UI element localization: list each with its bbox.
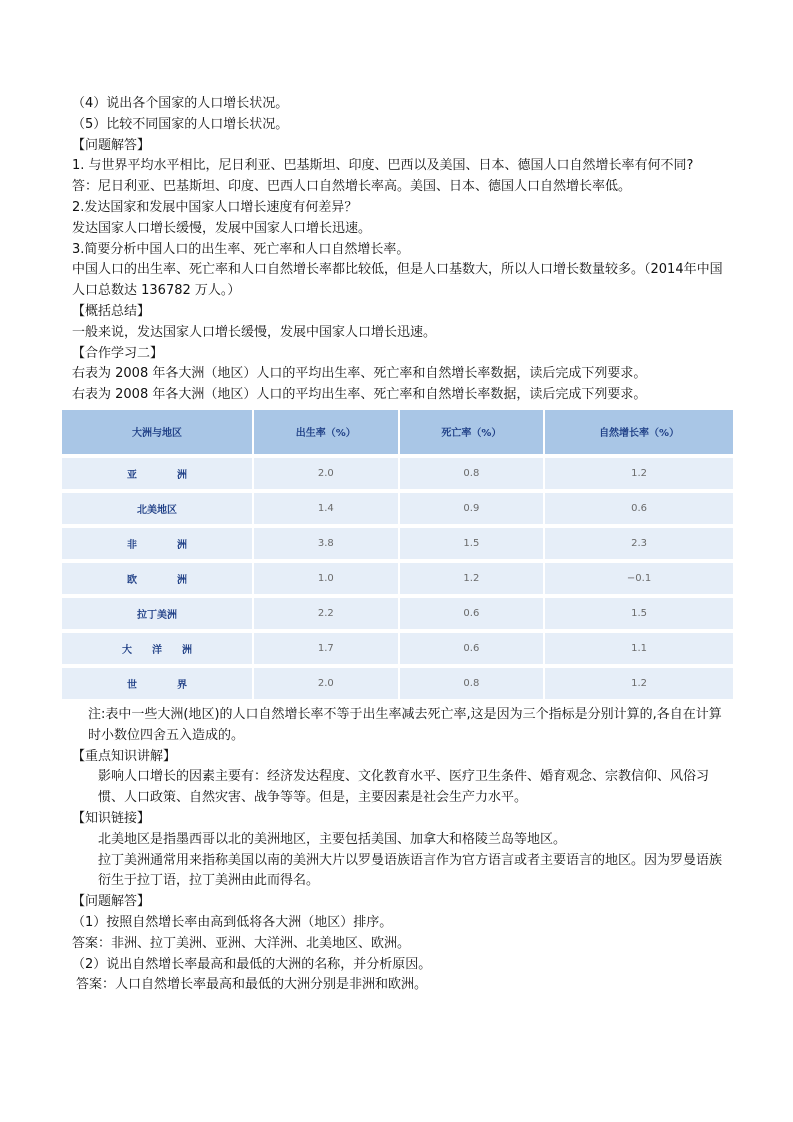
key-knowledge-paragraph: 影响人口增长的因素主要有：经济发达程度、文化教育水平、医疗卫生条件、婚育观念、宗教信仰、风俗习惯、人口政策、自然灾害、战争等等。但是，主要因素是社会生产力水平。 bbox=[98, 769, 710, 806]
section-heading-cooperative: 【合作学习二】 bbox=[72, 345, 164, 361]
table-row bbox=[62, 493, 733, 524]
north-america-paragraph: 北美地区是指墨西哥以北的美洲地区，主要包括美国、加拿大和格陵兰岛等地区。 bbox=[98, 831, 567, 847]
death-rate: 0.9 bbox=[400, 493, 546, 524]
table-note: 注:表中一些大洲(地区)的人口自然增长率不等于出生率减去死亡率,这是因为三个指标是分别计算的,各自在计算时小数位四舍五入造成的。 bbox=[88, 706, 722, 743]
document-page bbox=[72, 94, 732, 996]
col-header-growth-rate: 自然增长率（%） bbox=[545, 410, 733, 454]
growth-rate: 2.3 bbox=[545, 528, 733, 559]
answer-2: 发达国家人口增长缓慢，发展中国家人口增长迅速。 bbox=[72, 220, 372, 236]
death-rate: 0.6 bbox=[400, 598, 546, 629]
region-name: 亚 洲 bbox=[62, 458, 254, 489]
table-row bbox=[62, 528, 733, 559]
birth-rate: 2.2 bbox=[254, 598, 400, 629]
birth-rate: 1.7 bbox=[254, 633, 400, 664]
latin-america-paragraph: 拉丁美洲通常用来指称美国以南的美洲大片以罗曼语族语言作为官方语言或者主要语言的地区。因为罗曼语族衍生于拉丁语，拉丁美洲由此而得名。 bbox=[98, 852, 723, 889]
answer-rank: 答案：非洲、拉丁美洲、亚洲、大洋洲、北美地区、欧洲。 bbox=[72, 935, 411, 951]
question-2: 2.发达国家和发展中国家人口增长速度有何差异？ bbox=[72, 199, 358, 215]
growth-rate: 1.2 bbox=[545, 458, 733, 489]
answer-3: 中国人口的出生率、死亡率和人口自然增长率都比较低，但是人口基数大，所以人口增长数量较多。（2014年中国人口总数达 136782 万人。） bbox=[72, 262, 723, 299]
birth-rate: 3.8 bbox=[254, 528, 400, 559]
table-row bbox=[62, 633, 733, 664]
death-rate: 0.8 bbox=[400, 458, 546, 489]
table-row bbox=[62, 563, 733, 594]
question-rank: （1）按照自然增长率由高到低将各大洲（地区）排序。 bbox=[72, 914, 393, 930]
question-3: 3.简要分析中国人口的出生率、死亡率和人口自然增长率。 bbox=[72, 241, 410, 257]
col-header-birth-rate: 出生率（%） bbox=[254, 410, 400, 454]
section-heading-knowledge-link: 【知识链接】 bbox=[72, 810, 151, 826]
summary-text: 一般来说，发达国家人口增长缓慢，发展中国家人口增长迅速。 bbox=[72, 324, 437, 340]
death-rate: 0.6 bbox=[400, 633, 546, 664]
region-name: 拉丁美洲 bbox=[62, 598, 254, 629]
section-heading-answers-2: 【问题解答】 bbox=[72, 894, 151, 910]
table-header-row bbox=[62, 410, 733, 454]
growth-rate: 0.6 bbox=[545, 493, 733, 524]
population-table bbox=[62, 406, 733, 703]
section-heading-answers: 【问题解答】 bbox=[72, 137, 151, 153]
region-name: 世 界 bbox=[62, 668, 254, 699]
section-heading-summary: 【概括总结】 bbox=[72, 303, 151, 319]
growth-rate: 1.2 bbox=[545, 668, 733, 699]
question-1: 1. 与世界平均水平相比，尼日利亚、巴基斯坦、印度、巴西以及美国、日本、德国人口自然增长率有何不同? bbox=[72, 158, 694, 174]
region-name: 大 洋 洲 bbox=[62, 633, 254, 664]
question-5: （5）比较不同国家的人口增长状况。 bbox=[72, 116, 289, 132]
growth-rate: 1.5 bbox=[545, 598, 733, 629]
growth-rate: 1.1 bbox=[545, 633, 733, 664]
table-intro-1: 右表为 2008 年各大洲（地区）人口的平均出生率、死亡率和自然增长率数据，读后完成下列要求。 bbox=[72, 366, 647, 382]
birth-rate: 1.0 bbox=[254, 563, 400, 594]
col-header-region: 大洲与地区 bbox=[62, 410, 254, 454]
death-rate: 1.2 bbox=[400, 563, 546, 594]
death-rate: 0.8 bbox=[400, 668, 546, 699]
birth-rate: 2.0 bbox=[254, 458, 400, 489]
region-name: 欧 洲 bbox=[62, 563, 254, 594]
region-name: 非 洲 bbox=[62, 528, 254, 559]
table-intro-2: 右表为 2008 年各大洲（地区）人口的平均出生率、死亡率和自然增长率数据，读后完成下列要求。 bbox=[72, 387, 647, 403]
death-rate: 1.5 bbox=[400, 528, 546, 559]
birth-rate: 1.4 bbox=[254, 493, 400, 524]
answer-1: 答：尼日利亚、巴基斯坦、印度、巴西人口自然增长率高。美国、日本、德国人口自然增长率低。 bbox=[72, 179, 632, 195]
growth-rate: −0.1 bbox=[545, 563, 733, 594]
question-highest-lowest: （2）说出自然增长率最高和最低的大洲的名称，并分析原因。 bbox=[72, 956, 432, 972]
table-row bbox=[62, 598, 733, 629]
birth-rate: 2.0 bbox=[254, 668, 400, 699]
region-name: 北美地区 bbox=[62, 493, 254, 524]
question-4: （4）说出各个国家的人口增长状况。 bbox=[72, 96, 289, 111]
section-heading-key-knowledge: 【重点知识讲解】 bbox=[72, 748, 177, 764]
col-header-death-rate: 死亡率（%） bbox=[400, 410, 546, 454]
table-row bbox=[62, 668, 733, 699]
table-row bbox=[62, 458, 733, 489]
answer-highest-lowest: 答案：人口自然增长率最高和最低的大洲分别是非洲和欧洲。 bbox=[76, 977, 428, 993]
